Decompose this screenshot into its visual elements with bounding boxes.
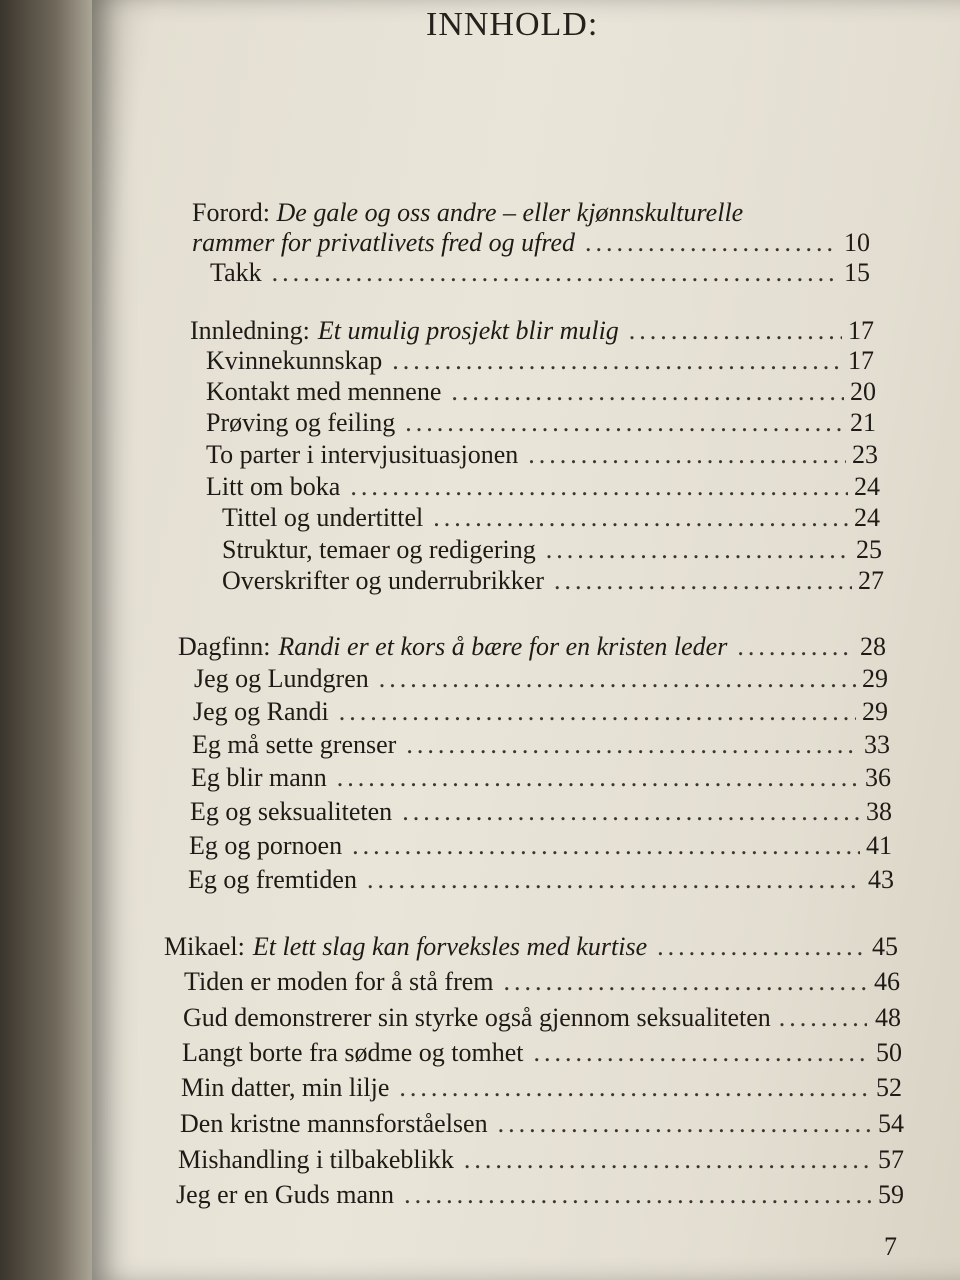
- toc-page-number: 48: [875, 1003, 901, 1032]
- toc-page-number: 45: [872, 932, 898, 961]
- leader-dots: [546, 535, 850, 565]
- toc-page-number: 17: [848, 346, 874, 375]
- toc-entry-text: Tittel og undertittel: [222, 503, 424, 532]
- toc-entry: [181, 1073, 902, 1103]
- toc-entry: [192, 730, 890, 760]
- toc-page-number: 52: [876, 1073, 902, 1102]
- leader-dots: [406, 730, 858, 760]
- leader-dots: [779, 1003, 867, 1033]
- leader-dots: [585, 228, 838, 258]
- toc-page-number: 21: [850, 408, 876, 437]
- toc-entry: [194, 664, 888, 694]
- toc-entry-text: Jeg og Randi: [193, 697, 329, 726]
- toc-page-number: 28: [860, 632, 886, 661]
- toc-page-number: 23: [852, 440, 878, 469]
- toc-page-number: 33: [864, 730, 890, 759]
- toc-entry-text: Takk: [210, 258, 262, 287]
- toc-entry: [178, 1145, 904, 1175]
- toc-entry: [210, 258, 870, 288]
- leader-dots: [737, 632, 854, 662]
- toc-forord-line1: [192, 198, 743, 228]
- toc-chapter-label: Innledning:: [190, 316, 310, 345]
- toc-entry: [193, 697, 888, 727]
- toc-entry-text: Eg og pornoen: [189, 831, 343, 860]
- toc-page-number: 29: [862, 664, 888, 693]
- toc-entry-text: Eg og seksualiteten: [190, 797, 393, 826]
- page-title: INNHOLD:: [426, 6, 599, 43]
- toc-entry-text: To parter i intervjusituasjonen: [206, 440, 519, 469]
- leader-dots: [451, 377, 844, 407]
- toc-entry: [188, 865, 894, 895]
- leader-dots: [528, 440, 846, 470]
- leader-dots: [433, 503, 848, 533]
- leader-dots: [629, 316, 842, 346]
- toc-page-number: 17: [848, 316, 874, 345]
- toc-forord-line2: [192, 228, 870, 258]
- toc-entry-text: Struktur, temaer og redigering: [222, 535, 536, 564]
- toc-page-number: 10: [844, 228, 870, 257]
- toc-entry-text: Litt om boka: [206, 472, 341, 501]
- leader-dots: [554, 566, 852, 596]
- toc-entry: [190, 797, 892, 827]
- leader-dots: [657, 932, 866, 962]
- toc-page-number: 59: [878, 1180, 904, 1209]
- toc-entry: [206, 377, 876, 407]
- toc-entry-text: Eg blir mann: [191, 763, 327, 792]
- toc-page-number: 43: [868, 865, 894, 894]
- toc-entry: [189, 831, 892, 861]
- toc-entry: [206, 472, 880, 502]
- toc-chapter-label: Dagfinn:: [178, 632, 271, 661]
- toc-entry-text: Kontakt med mennene: [206, 377, 442, 406]
- toc-entry-text: Min datter, min lilje: [181, 1073, 390, 1102]
- toc-entry: [206, 408, 876, 438]
- leader-dots: [402, 797, 860, 827]
- toc-entry: [222, 503, 880, 533]
- toc-entry: [191, 763, 891, 793]
- toc-page-number: 57: [878, 1145, 904, 1174]
- page-number: 7: [884, 1232, 897, 1261]
- toc-entry: [182, 1038, 902, 1068]
- toc-page-number: 41: [866, 831, 892, 860]
- leader-dots: [350, 472, 848, 502]
- leader-dots: [352, 831, 860, 861]
- leader-dots: [399, 1073, 870, 1103]
- toc-entry-text: Jeg er en Guds mann: [176, 1180, 395, 1209]
- leader-dots: [392, 346, 842, 376]
- toc-entry-text: Mishandling i tilbakeblikk: [178, 1145, 454, 1174]
- toc-entry-text: Jeg og Lundgren: [194, 664, 369, 693]
- toc-page-number: 29: [862, 697, 888, 726]
- toc-page-number: 54: [878, 1109, 904, 1138]
- toc-chapter: [178, 632, 886, 662]
- leader-dots: [379, 664, 856, 694]
- leader-dots: [498, 1109, 872, 1139]
- toc-entry: [180, 1109, 904, 1139]
- toc-page-number: 24: [854, 503, 880, 532]
- toc-entry-text: Kvinnekunnskap: [206, 346, 383, 375]
- toc-entry-text: Overskrifter og underrubrikker: [222, 566, 544, 595]
- toc-entry-text: Eg må sette grenser: [192, 730, 397, 759]
- leader-dots: [404, 1180, 872, 1210]
- toc-chapter-title-cont: rammer for privatlivets fred og ufred: [192, 228, 575, 257]
- toc-chapter-label: Forord:: [192, 198, 270, 227]
- toc-entry-text: Den kristne mannsforståelsen: [180, 1109, 488, 1138]
- toc-entry: [183, 1003, 901, 1033]
- toc-entry: [184, 967, 900, 997]
- toc-chapter: [190, 316, 874, 346]
- toc-entry-text: Gud demonstrerer sin styrke også gjennom seksualiteten: [183, 1003, 771, 1032]
- leader-dots: [339, 697, 856, 727]
- leader-dots: [272, 258, 838, 288]
- leader-dots: [367, 865, 862, 895]
- toc-entry: [176, 1180, 904, 1210]
- toc-page-number: 20: [850, 377, 876, 406]
- toc-chapter-title: Randi er et kors å bære for en kristen leder: [278, 632, 728, 661]
- toc-entry: [206, 440, 878, 470]
- toc-chapter: [164, 932, 898, 962]
- toc-page-number: 46: [874, 967, 900, 996]
- leader-dots: [464, 1145, 872, 1175]
- toc-entry-text: Langt borte fra sødme og tomhet: [182, 1038, 524, 1067]
- toc-entry: [222, 566, 884, 596]
- toc-page-number: 50: [876, 1038, 902, 1067]
- toc-page-number: 25: [856, 535, 882, 564]
- leader-dots: [504, 967, 868, 997]
- toc-page-number: 38: [866, 797, 892, 826]
- toc-chapter-title: Et lett slag kan forveksles med kurtise: [252, 932, 648, 961]
- toc-entry-text: Eg og fremtiden: [188, 865, 357, 894]
- toc-page-number: 15: [844, 258, 870, 287]
- toc-chapter-title: De gale og oss andre – eller kjønnskulturelle: [276, 198, 744, 227]
- toc-page-number: 27: [858, 566, 884, 595]
- leader-dots: [337, 763, 859, 793]
- toc-chapter-title: Et umulig prosjekt blir mulig: [317, 316, 619, 345]
- toc-entry-text: Tiden er moden for å stå frem: [184, 967, 494, 996]
- toc-entry: [206, 346, 874, 376]
- toc-entry: [222, 535, 882, 565]
- toc-page-number: 36: [865, 763, 891, 792]
- toc-chapter-label: Mikael:: [164, 932, 245, 961]
- toc-entry-text: Prøving og feiling: [206, 408, 396, 437]
- toc-page-number: 24: [854, 472, 880, 501]
- leader-dots: [534, 1038, 870, 1068]
- leader-dots: [405, 408, 844, 438]
